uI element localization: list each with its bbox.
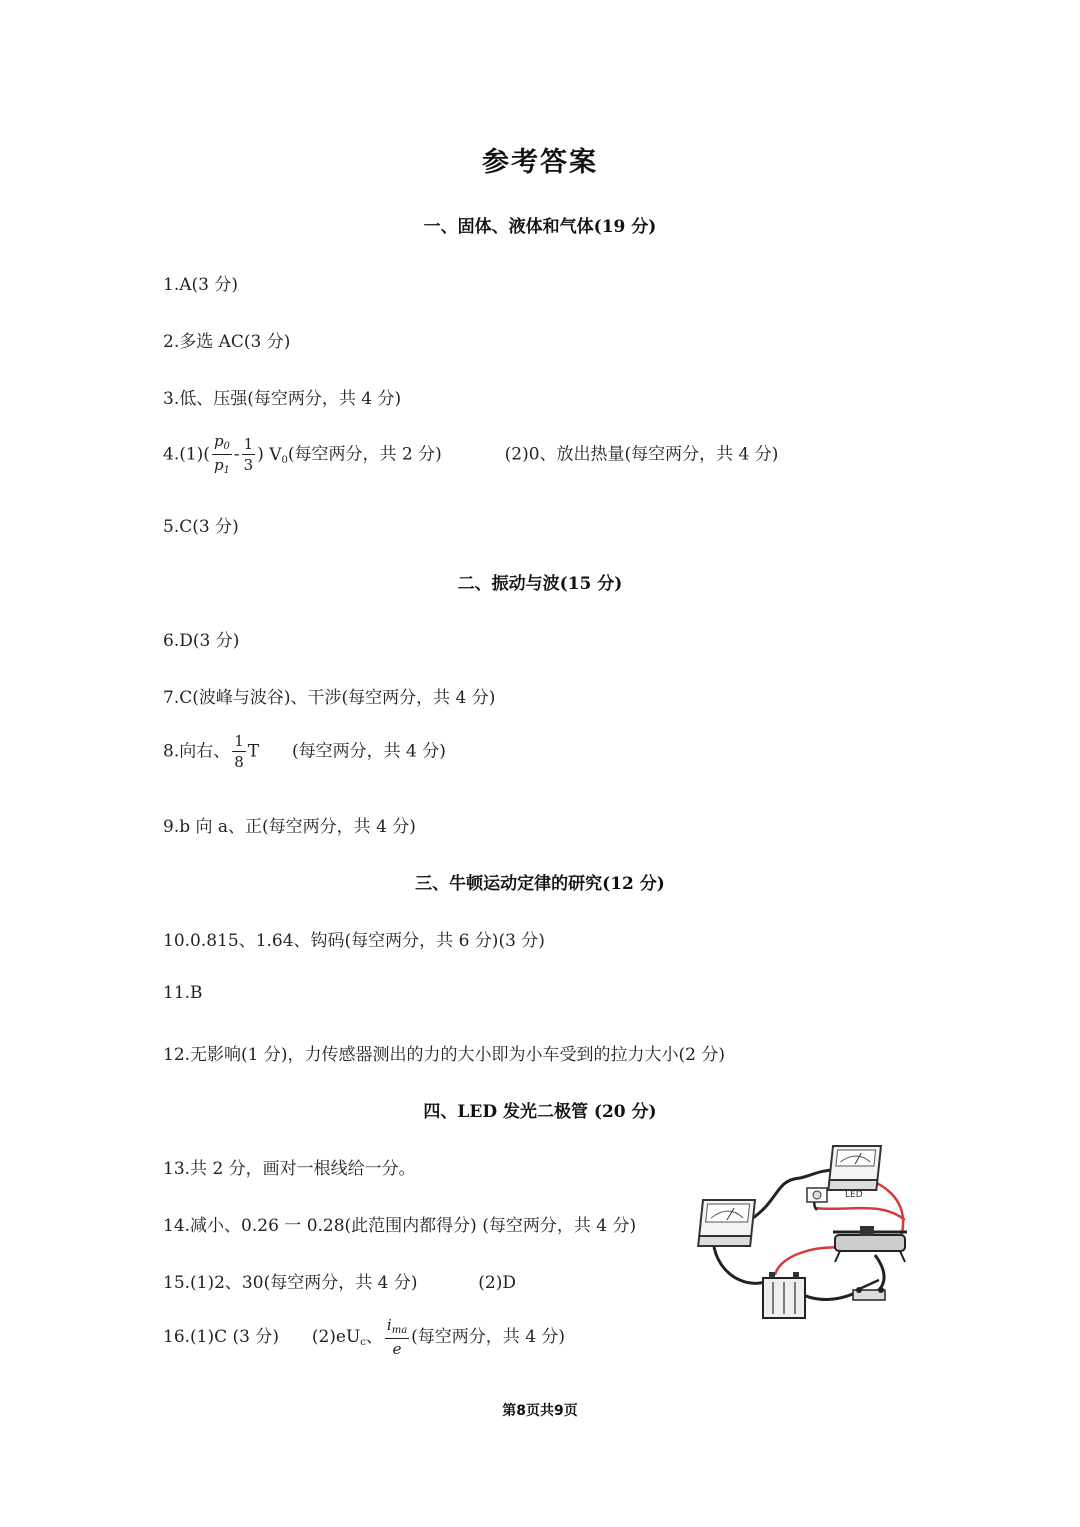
fraction-p0-over-p1: $\frac{p_0}{p_1}$: [213, 432, 230, 476]
switch: [853, 1280, 885, 1300]
answer-3: 3.低、压强(每空两分，共 4 分): [163, 389, 402, 409]
answer-14: 14.减小、0.26 一 0.28(此范围内都得分) (每空两分，共 4 分): [163, 1216, 637, 1236]
answer-9: 9.b 向 a、正(每空两分，共 4 分): [163, 817, 416, 837]
section-heading-1: 一、固体、液体和气体(19 分): [423, 217, 657, 237]
battery: [763, 1272, 805, 1318]
led-label: LED: [845, 1190, 863, 1200]
led-component: [807, 1188, 827, 1202]
section-heading-3: 三、牛顿运动定律的研究(12 分): [415, 874, 665, 894]
answer-6: 6.D(3 分): [163, 631, 240, 651]
fraction-one-third: $\frac{1}{3}$: [243, 435, 254, 474]
page-title: 参考答案: [482, 147, 598, 178]
answer-15: 15.(1)2、30(每空两分，共 4 分) (2)D: [163, 1273, 516, 1293]
answer-12: 12.无影响(1 分)，力传感器测出的力的大小即为小车受到的拉力大小(2 分): [163, 1045, 726, 1065]
answer-4-part2: (2)0、放出热量(每空两分，共 4 分): [504, 444, 779, 465]
fraction-current-over-charge: $\frac{i_{ma}}{e}$: [386, 1316, 408, 1358]
volume-symbol: $V_0$: [269, 444, 288, 466]
answer-2: 2.多选 AC(3 分): [163, 332, 291, 352]
minus-sign: -: [233, 444, 240, 465]
answer-11: 11.B: [163, 983, 203, 1003]
left-meter: [698, 1200, 755, 1246]
answer-16: 16.(1)C (3 分) $(2)eU_c$、 $\frac{i_{ma}}{e}$ (每空两分，共 4 分): [163, 1316, 566, 1358]
fraction-one-eighth: $\frac{1}{8}$: [234, 732, 244, 771]
section-heading-2: 二、振动与波(15 分): [457, 574, 623, 594]
energy-expression: $(2)eU_c$: [311, 1327, 366, 1348]
answer-13: 13.共 2 分，画对一根线给一分。: [163, 1159, 416, 1179]
answer-4-note: (每空两分，共 2 分): [287, 444, 442, 465]
answer-4: 4.(1)( $\frac{p_0}{p_1}$ - $\frac{1}{3}$ ) $V_0$(每空两分，共 2 分) (2)0、放出热量(每空两分，共 4 分): [163, 432, 779, 476]
answer-5: 5.C(3 分): [163, 517, 239, 537]
red-wire: [815, 1208, 905, 1220]
section-heading-4: 四、LED 发光二极管 (20 分): [423, 1102, 657, 1122]
period-symbol: T: [247, 741, 260, 762]
right-meter: [828, 1146, 881, 1190]
page-footer: 第8页共9页: [502, 1403, 578, 1419]
rheostat: [833, 1226, 907, 1262]
answer-7: 7.C(波峰与波谷)、干涉(每空两分，共 4 分): [163, 688, 496, 708]
answer-1: 1.A(3 分): [163, 275, 238, 295]
answer-10: 10.0.815、1.64、钩码(每空两分，共 6 分)(3 分): [163, 931, 545, 951]
answer-8: 8.向右、 $\frac{1}{8}$ T (每空两分，共 4 分): [163, 732, 446, 771]
answer-16-note: (每空两分，共 4 分): [411, 1327, 566, 1347]
answer-4-prefix: 4.(1)(: [163, 444, 210, 465]
circuit-diagram-figure: [695, 1140, 920, 1330]
answer-8-note: (每空两分，共 4 分): [291, 741, 446, 762]
